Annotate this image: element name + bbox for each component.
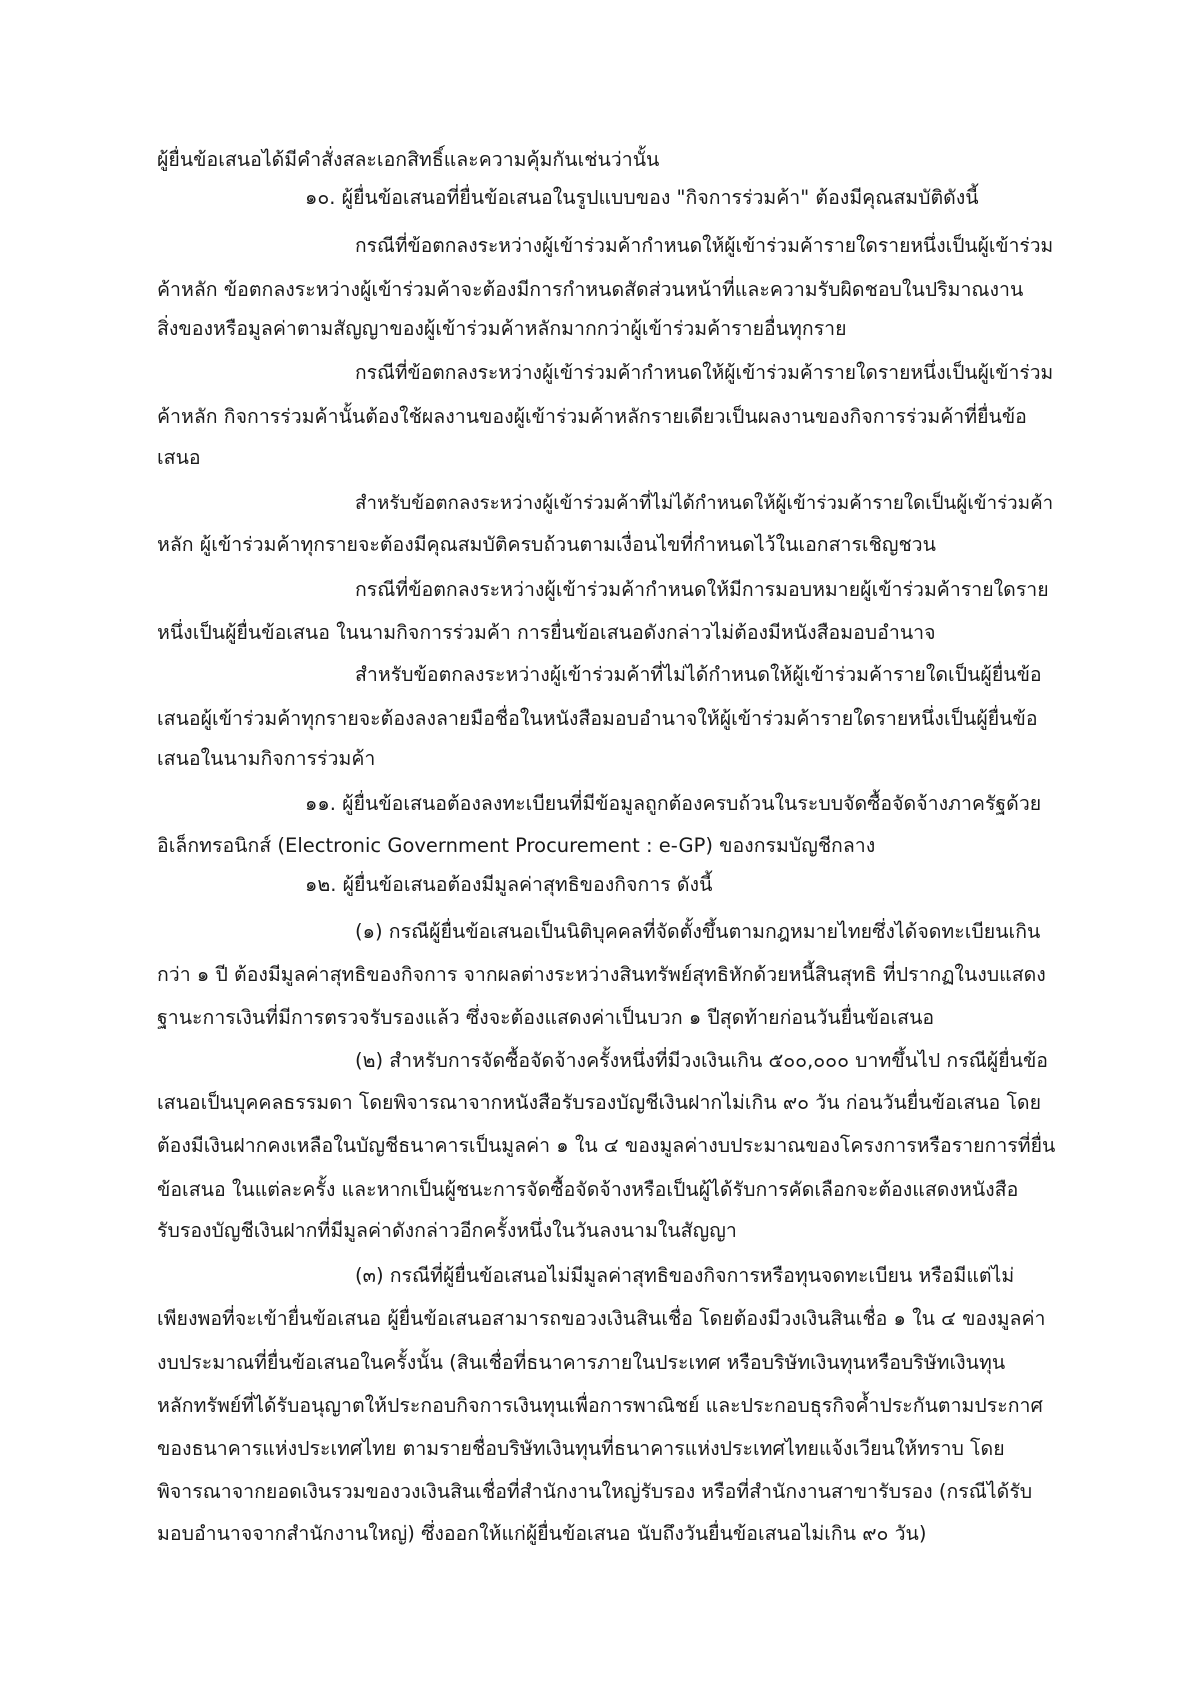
text-line: ๑๒. ผู้ยื่นข้อเสนอต้องมีมูลค่าสุทธิของกิจการ ดังนี้ [305,873,713,896]
text-line: รับรองบัญชีเงินฝากที่มีมูลค่าดังกล่าวอีกครั้งหนึ่งในวันลงนามในสัญญา [157,1219,737,1242]
text-line: เสนอผู้เข้าร่วมค้าทุกรายจะต้องลงลายมือชื่อในหนังสือมอบอำนาจให้ผู้เข้าร่วมค้ารายใดรายหนึ่งเป็นผู้ยื่นข้อ [157,707,1038,730]
text-line: เสนอ [157,446,201,469]
text-line: (๑) กรณีผู้ยื่นข้อเสนอเป็นนิติบุคคลที่จัดตั้งขึ้นตามกฎหมายไทยซึ่งได้จดทะเบียนเกิน [355,920,1041,943]
text-line: (๓) กรณีที่ผู้ยื่นข้อเสนอไม่มีมูลค่าสุทธิของกิจการหรือทุนจดทะเบียน หรือมีแต่ไม่ [355,1264,1015,1287]
text-line: ต้องมีเงินฝากคงเหลือในบัญชีธนาคารเป็นมูลค่า ๑ ใน ๔ ของมูลค่างบประมาณของโครงการหรือรายการที่ยื่น [157,1134,1056,1157]
text-line: กรณีที่ข้อตกลงระหว่างผู้เข้าร่วมค้ากำหนดให้มีการมอบหมายผู้เข้าร่วมค้ารายใดราย [355,578,1049,601]
text-line: ของธนาคารแห่งประเทศไทย ตามรายชื่อบริษัทเงินทุนที่ธนาคารแห่งประเทศไทยแจ้งเวียนให้ทราบ โดย [157,1437,1005,1460]
text-line: มอบอำนาจจากสำนักงานใหญ่) ซึ่งออกให้แก่ผู้ยื่นข้อเสนอ นับถึงวันยื่นข้อเสนอไม่เกิน ๙๐ วัน) [157,1522,927,1545]
text-line: ๑๑. ผู้ยื่นข้อเสนอต้องลงทะเบียนที่มีข้อมูลถูกต้องครบถ้วนในระบบจัดซื้อจัดจ้างภาครัฐด้วย [305,792,1042,815]
text-line: กว่า ๑ ปี ต้องมีมูลค่าสุทธิของกิจการ จากผลต่างระหว่างสินทรัพย์สุทธิหักด้วยหนี้สินสุทธิ ที่ปรากฏในงบแสดง [157,963,1046,986]
text-line: ฐานะการเงินที่มีการตรวจรับรองแล้ว ซึ่งจะต้องแสดงค่าเป็นบวก ๑ ปีสุดท้ายก่อนวันยื่นข้อเสนอ [157,1006,935,1029]
text-line: เพียงพอที่จะเข้ายื่นข้อเสนอ ผู้ยื่นข้อเสนอสามารถขอวงเงินสินเชื่อ โดยต้องมีวงเงินสินเชื่อ ๑ ใน ๔ ของมูลค่า [157,1307,1046,1330]
text-line: หลักทรัพย์ที่ได้รับอนุญาตให้ประกอบกิจการเงินทุนเพื่อการพาณิชย์ และประกอบธุรกิจค้ำประกันตามประกาศ [157,1394,1043,1417]
text-line: อิเล็กทรอนิกส์ (Electronic Government Procurement : e-GP) ของกรมบัญชีกลาง [157,834,876,857]
text-line: เสนอในนามกิจการร่วมค้า [157,747,376,770]
text-line: กรณีที่ข้อตกลงระหว่างผู้เข้าร่วมค้ากำหนดให้ผู้เข้าร่วมค้ารายใดรายหนึ่งเป็นผู้เข้าร่วม [355,234,1054,257]
text-line: สำหรับข้อตกลงระหว่างผู้เข้าร่วมค้าที่ไม่ได้กำหนดให้ผู้เข้าร่วมค้ารายใดเป็นผู้เข้าร่วมค้า [355,493,1054,514]
text-line: หลัก ผู้เข้าร่วมค้าทุกรายจะต้องมีคุณสมบัติครบถ้วนตามเงื่อนไขที่กำหนดไว้ในเอกสารเชิญชวน [157,533,936,556]
text-line: สิ่งของหรือมูลค่าตามสัญญาของผู้เข้าร่วมค้าหลักมากกว่าผู้เข้าร่วมค้ารายอื่นทุกราย [157,317,847,340]
text-line: งบประมาณที่ยื่นข้อเสนอในครั้งนั้น (สินเชื่อที่ธนาคารภายในประเทศ หรือบริษัทเงินทุนหรือบริษัทเงินทุน [157,1351,1006,1374]
text-line: พิจารณาจากยอดเงินรวมของวงเงินสินเชื่อที่สำนักงานใหญ่รับรอง หรือที่สำนักงานสาขารับรอง (กรณีได้รับ [157,1480,1033,1503]
text-line: ค้าหลัก ข้อตกลงระหว่างผู้เข้าร่วมค้าจะต้องมีการกำหนดสัดส่วนหน้าที่และความรับผิดชอบในปริมาณงาน [157,278,1024,301]
text-line: สำหรับข้อตกลงระหว่างผู้เข้าร่วมค้าที่ไม่ได้กำหนดให้ผู้เข้าร่วมค้ารายใดเป็นผู้ยื่นข้อ [355,663,1042,686]
text-line: กรณีที่ข้อตกลงระหว่างผู้เข้าร่วมค้ากำหนดให้ผู้เข้าร่วมค้ารายใดรายหนึ่งเป็นผู้เข้าร่วม [355,361,1054,384]
text-line: เสนอเป็นบุคคลธรรมดา โดยพิจารณาจากหนังสือรับรองบัญชีเงินฝากไม่เกิน ๙๐ วัน ก่อนวันยื่นข้อเสนอ โดย [157,1091,1042,1114]
text-line: (๒) สำหรับการจัดซื้อจัดจ้างครั้งหนึ่งที่มีวงเงินเกิน ๕๐๐,๐๐๐ บาทขึ้นไป กรณีผู้ยื่นข้อ [355,1049,1049,1072]
text-line: หนึ่งเป็นผู้ยื่นข้อเสนอ ในนามกิจการร่วมค้า การยื่นข้อเสนอดังกล่าวไม่ต้องมีหนังสือมอบอำนาจ [157,621,936,644]
text-line: ข้อเสนอ ในแต่ละครั้ง และหากเป็นผู้ชนะการจัดซื้อจัดจ้างหรือเป็นผู้ได้รับการคัดเลือกจะต้องแสดงหนังสือ [157,1178,1019,1201]
text-line: ค้าหลัก กิจการร่วมค้านั้นต้องใช้ผลงานของผู้เข้าร่วมค้าหลักรายเดียวเป็นผลงานของกิจการร่วมค้าที่ยื่นข้อ [157,405,1027,428]
text-line: ผู้ยื่นข้อเสนอได้มีคำสั่งสละเอกสิทธิ์และความคุ้มกันเช่นว่านั้น [157,148,660,171]
text-line: ๑๐. ผู้ยื่นข้อเสนอที่ยื่นข้อเสนอในรูปแบบของ "กิจการร่วมค้า" ต้องมีคุณสมบัติดังนี้ [305,186,979,209]
